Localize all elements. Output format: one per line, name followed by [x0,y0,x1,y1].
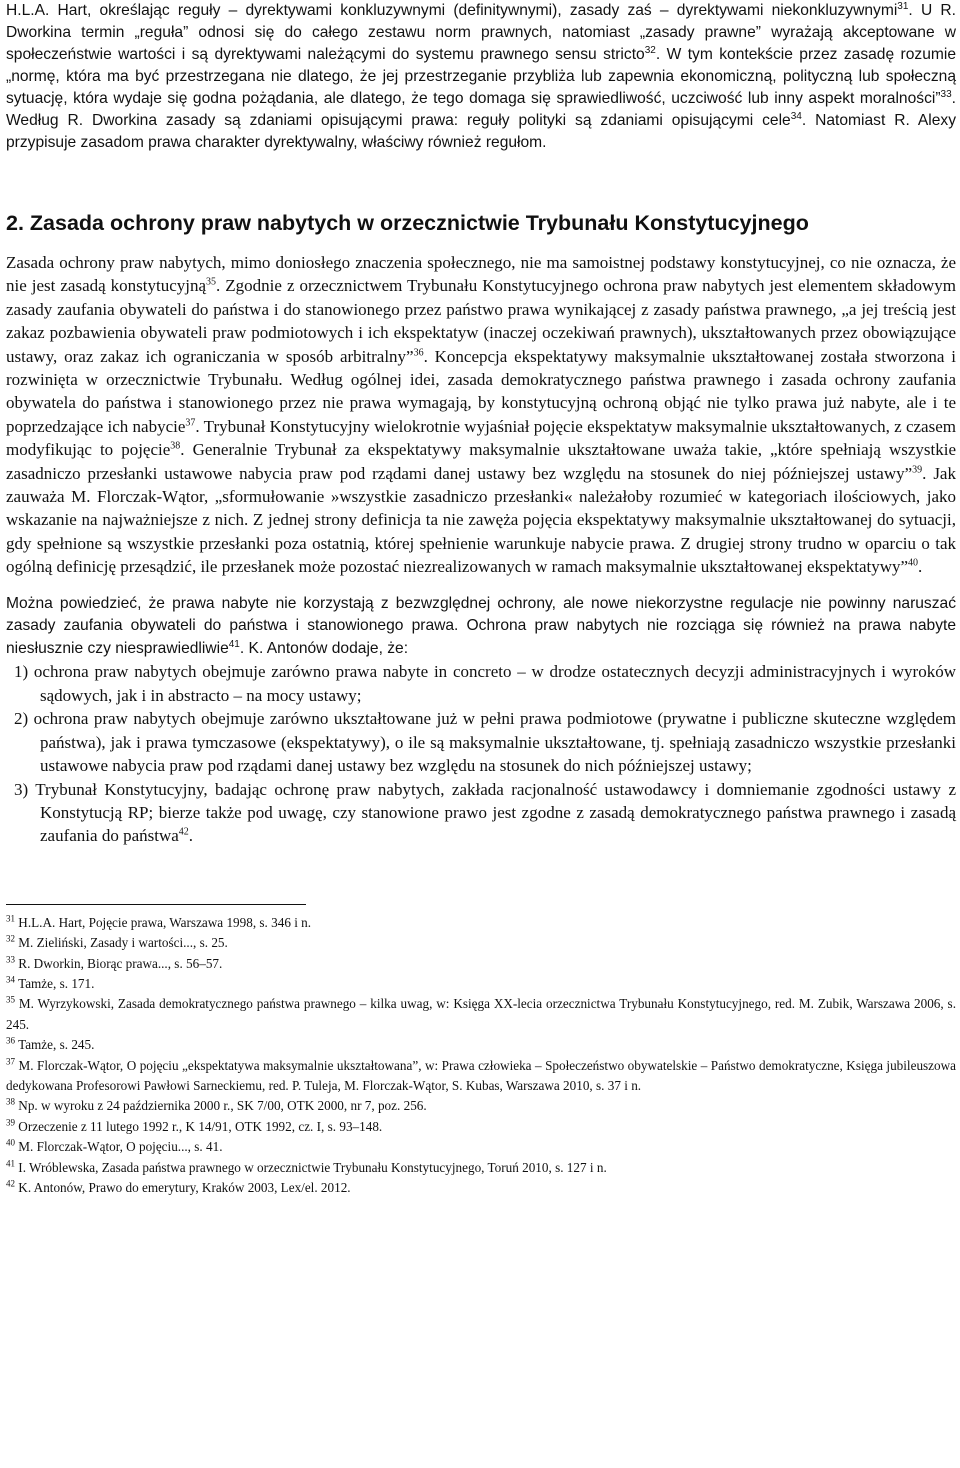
footnote-divider [6,904,306,905]
list-item-text: 1) ochrona praw nabytych obejmuje zarówno prawa nabyte in concreto – w drodze ostatecznych decyzji administracyjnych i wyroków sądowych, jak i in abstracto – na mocy ustawy; [14,662,956,705]
footnote-number: 38 [6,1096,15,1107]
list-item [6,660,956,707]
footnote-ref[interactable]: 34 [790,110,802,122]
footnote [6,1178,956,1198]
footnote-text: Np. w wyroku z 24 października 2000 r., SK 7/00, OTK 2000, nr 7, poz. 256. [18,1098,427,1114]
text-segment: . Natomiast R. Alexy przypisuje zasadom prawa charakter dyrektywalny, właściwy również regułom. [6,112,957,151]
footnote [6,1137,956,1157]
text-segment: . Generalnie Trybunał za ekspektatywy maksymalnie ukształtowane uważa takie, „które spełniają wszystkie zasadniczo przesłanki ustawowe nabycia praw pod rządami danej ustawy bez względu na stosunek do niej późniejszej ustawy” [6,440,956,483]
footnote-ref[interactable]: 37 [185,417,196,429]
footnotes [6,913,956,1199]
main-paragraph [6,251,956,579]
footnote-number: 41 [6,1158,15,1169]
list-item [6,778,956,848]
text-segment: . Według R. Dworkina zasady są zdaniami opisującymi prawa: reguły polityki są zdaniami opisującymi cele [6,90,956,129]
footnote-ref[interactable]: 42 [178,826,189,838]
footnote-number: 39 [6,1117,15,1128]
text-segment: Zasada ochrony praw nabytych, mimo doniosłego znaczenia społecznego, nie ma samoistnej podstawy konstytucyjnej, co nie oznacza, że nie jest zasadą konstytucyjną [6,253,956,296]
document-page [6,0,956,1198]
text-segment: H.L.A. Hart, określając reguły – dyrektywami konkluzywnymi (definitywnymi), zasady zaś – dyrektywami niekonkluzywnymi [6,2,898,19]
footnote [6,974,956,994]
second-paragraph [6,593,956,661]
text-segment: . Zgodnie z orzecznictwem Trybunału Konstytucyjnego ochrona praw nabytych jest elementem składowym zasady zaufania obywateli do państwa i do stanowionego przez państwo prawa wynikającej z zasady państwa prawnego, „a jej treścią jest zakaz pozbawienia obywateli praw podmiotowych i ich ekspektatyw (inaczej oczekiwań prawnych), ukształtowanych przez obowiązujące ustawy, oraz zakaz ich ograniczania w sposób arbitralny” [6,276,956,366]
intro-paragraph [6,0,956,154]
footnote [6,1158,956,1178]
footnote-text: H.L.A. Hart, Pojęcie prawa, Warszawa 1998, s. 346 i n. [18,914,312,930]
footnote-number: 31 [6,913,15,924]
text-segment: . [918,557,923,577]
text-segment: . Trybunał Konstytucyjny wielokrotnie wyjaśniał pojęcie ekspektatyw maksymalnie ukształtowanych, z czasem modyfikując to pojęcie [6,416,956,460]
footnote-text: Orzeczenie z 11 lutego 1992 r., K 14/91, OTK 1992, cz. I, s. 93–148. [18,1118,383,1134]
footnote [6,954,956,974]
text-segment: . Koncepcja ekspektatywy maksymalnie ukształtowanej została stworzona i rozwinięta w orzecznictwie Trybunału. Według ogólnej idei, zasada demokratycznego państwa prawnego i zasada ochrony zaufania obywatela do państwa i stanowionego przez nie prawa wymagają, by konstytucyjną ochroną objąć nie tylko prawa już nabyte, ale i te poprzedzające ich nabycie [6,346,957,436]
text-segment: Można powiedzieć, że prawa nabyte nie korzystają z bezwzględnej ochrony, ale nowe niekorzystne regulacje nie powinny naruszać zasady zaufania obywateli do państwa i stanowionego prawa. Ochrona praw nabytych nie rozciąga się również na prawa nabyte niesłusznie czy niesprawiedliwie [6,594,956,657]
footnote-text: M. Florczak-Wątor, O pojęciu „ekspektatywa maksymalnie ukształtowana”, w: Prawa człowieka – Społeczeństwo obywatelskie – Państwo demokratyczne, Księga jubileuszowa dedykowana Profesorowi Pawłowi Sarneckiemu, red. P. Tuleja, M. Florczak-Wątor, S. Kubas, Warszawa 2010, s. 37 i n. [6,1057,956,1093]
footnote [6,1117,956,1137]
list-item-text: 2) ochrona praw nabytych obejmuje zarówno ukształtowane już w pełni prawa podmiotowe (prywatne i publiczne skuteczne względem państwa), jak i prawa tymczasowe (ekspektatywy), o ile są maksymalnie ukształtowane, tj. spełniają zasadniczo wszystkie przesłanki ustawowe nabycia praw pod rządami danej ustawy bez względu na stosunek do nich późniejszej ustawy; [14,709,956,776]
footnote-ref[interactable]: 33 [940,88,952,100]
text-segment: . U R. Dworkina termin „reguła” odnosi się do całego zestawu norm prawnych, natomiast „zasady prawne” wyrażają akceptowane w społeczeństwie wartości i są dyrektywami należącymi do systemu prawnego sensu stricto [6,2,956,63]
footnote [6,913,956,933]
footnote-ref[interactable]: 41 [228,638,240,650]
footnote-number: 34 [6,974,15,985]
footnote [6,994,956,1035]
footnote-text: Tamże, s. 171. [18,975,95,991]
footnote-text: R. Dworkin, Biorąc prawa..., s. 56–57. [18,955,223,971]
text-segment: . Jak zauważa M. Florczak-Wątor, „sformułowanie »wszystkie zasadniczo przesłanki« należałoby rozumieć w kategoriach ilościowych, jako wskazanie na najważniejsze z nich. Z jednej strony definicja ta nie zawęża pojęcia ekspektatywy maksymalnie ukształtowanej do sytuacji, gdy spełnione są wszystkie przesłanki poza ostatnią, której spełnienie warunkuje nabycie prawa. Z drugiej strony trudno w oparciu o tak ogólną definicję przesądzić, ile przesłanek może pozostać niezrealizowanych w ramach maksymalnie ukształtowanej ekspektatywy” [6,463,956,577]
footnote-ref[interactable]: 38 [170,440,181,452]
footnote-ref[interactable]: 40 [908,557,919,569]
list-item [6,707,956,777]
footnote [6,1096,956,1116]
text-segment: . W tym kontekście przez zasadę rozumie „normę, która ma być przestrzegana nie dlatego, że jej przestrzeganie przybliża lub zapewnia ekonomiczną, polityczną lub społeczną sytuację, która wydaje się godna pożądania, ale dlatego, że tego domaga się sprawiedliwość, uczciwość lub inny aspekt moralności” [6,46,957,107]
footnote-number: 42 [6,1178,15,1189]
footnote [6,1056,956,1097]
footnote-ref[interactable]: 36 [413,346,424,358]
footnote-number: 37 [6,1056,15,1067]
points-list [6,660,956,847]
footnote [6,933,956,953]
footnote-text: M. Zieliński, Zasady i wartości..., s. 25. [18,935,228,951]
footnote-number: 33 [6,954,15,965]
footnote-number: 40 [6,1137,15,1148]
footnote-text: M. Florczak-Wątor, O pojęciu..., s. 41. [18,1139,223,1155]
footnote-ref[interactable]: 39 [912,464,923,475]
text-segment: . K. Antonów dodaje, że: [239,639,409,657]
footnote-text: M. Wyrzykowski, Zasada demokratycznego państwa prawnego – kilka uwag, w: Księga XX-lecia orzecznictwa Trybunału Konstytucyjnego, red. M. Zubik, Warszawa 2006, s. 245. [6,996,956,1032]
footnote-ref[interactable]: 35 [206,276,217,288]
footnote [6,1035,956,1055]
footnote-text: K. Antonów, Prawo do emerytury, Kraków 2003, Lex/el. 2012. [18,1180,351,1195]
section-heading: 2. Zasada ochrony praw nabytych w orzecznictwie Trybunału Konstytucyjnego [6,211,809,235]
footnote-text: I. Wróblewska, Zasada państwa prawnego w orzecznictwie Trybunału Konstytucyjnego, Toruń 2010, s. 127 i n. [18,1159,607,1175]
footnote-number: 36 [6,1035,15,1046]
footnote-ref[interactable]: 31 [897,0,909,12]
footnote-number: 35 [6,994,15,1005]
footnote-text: Tamże, s. 245. [18,1037,95,1053]
footnote-ref[interactable]: 32 [644,44,656,56]
footnote-number: 32 [6,933,15,944]
text-segment: . [188,826,194,846]
list-item-text: 3) Trybunał Konstytucyjny, badając ochronę praw nabytych, zakłada racjonalność ustawodawcy i domniemanie zgodności ustawy z Konstytucją RP; bierze także pod uwagę, czy stanowione prawo jest zgodne z zasadą demokratycznego państwa prawnego i zasadą zaufania do państwa [14,779,956,846]
